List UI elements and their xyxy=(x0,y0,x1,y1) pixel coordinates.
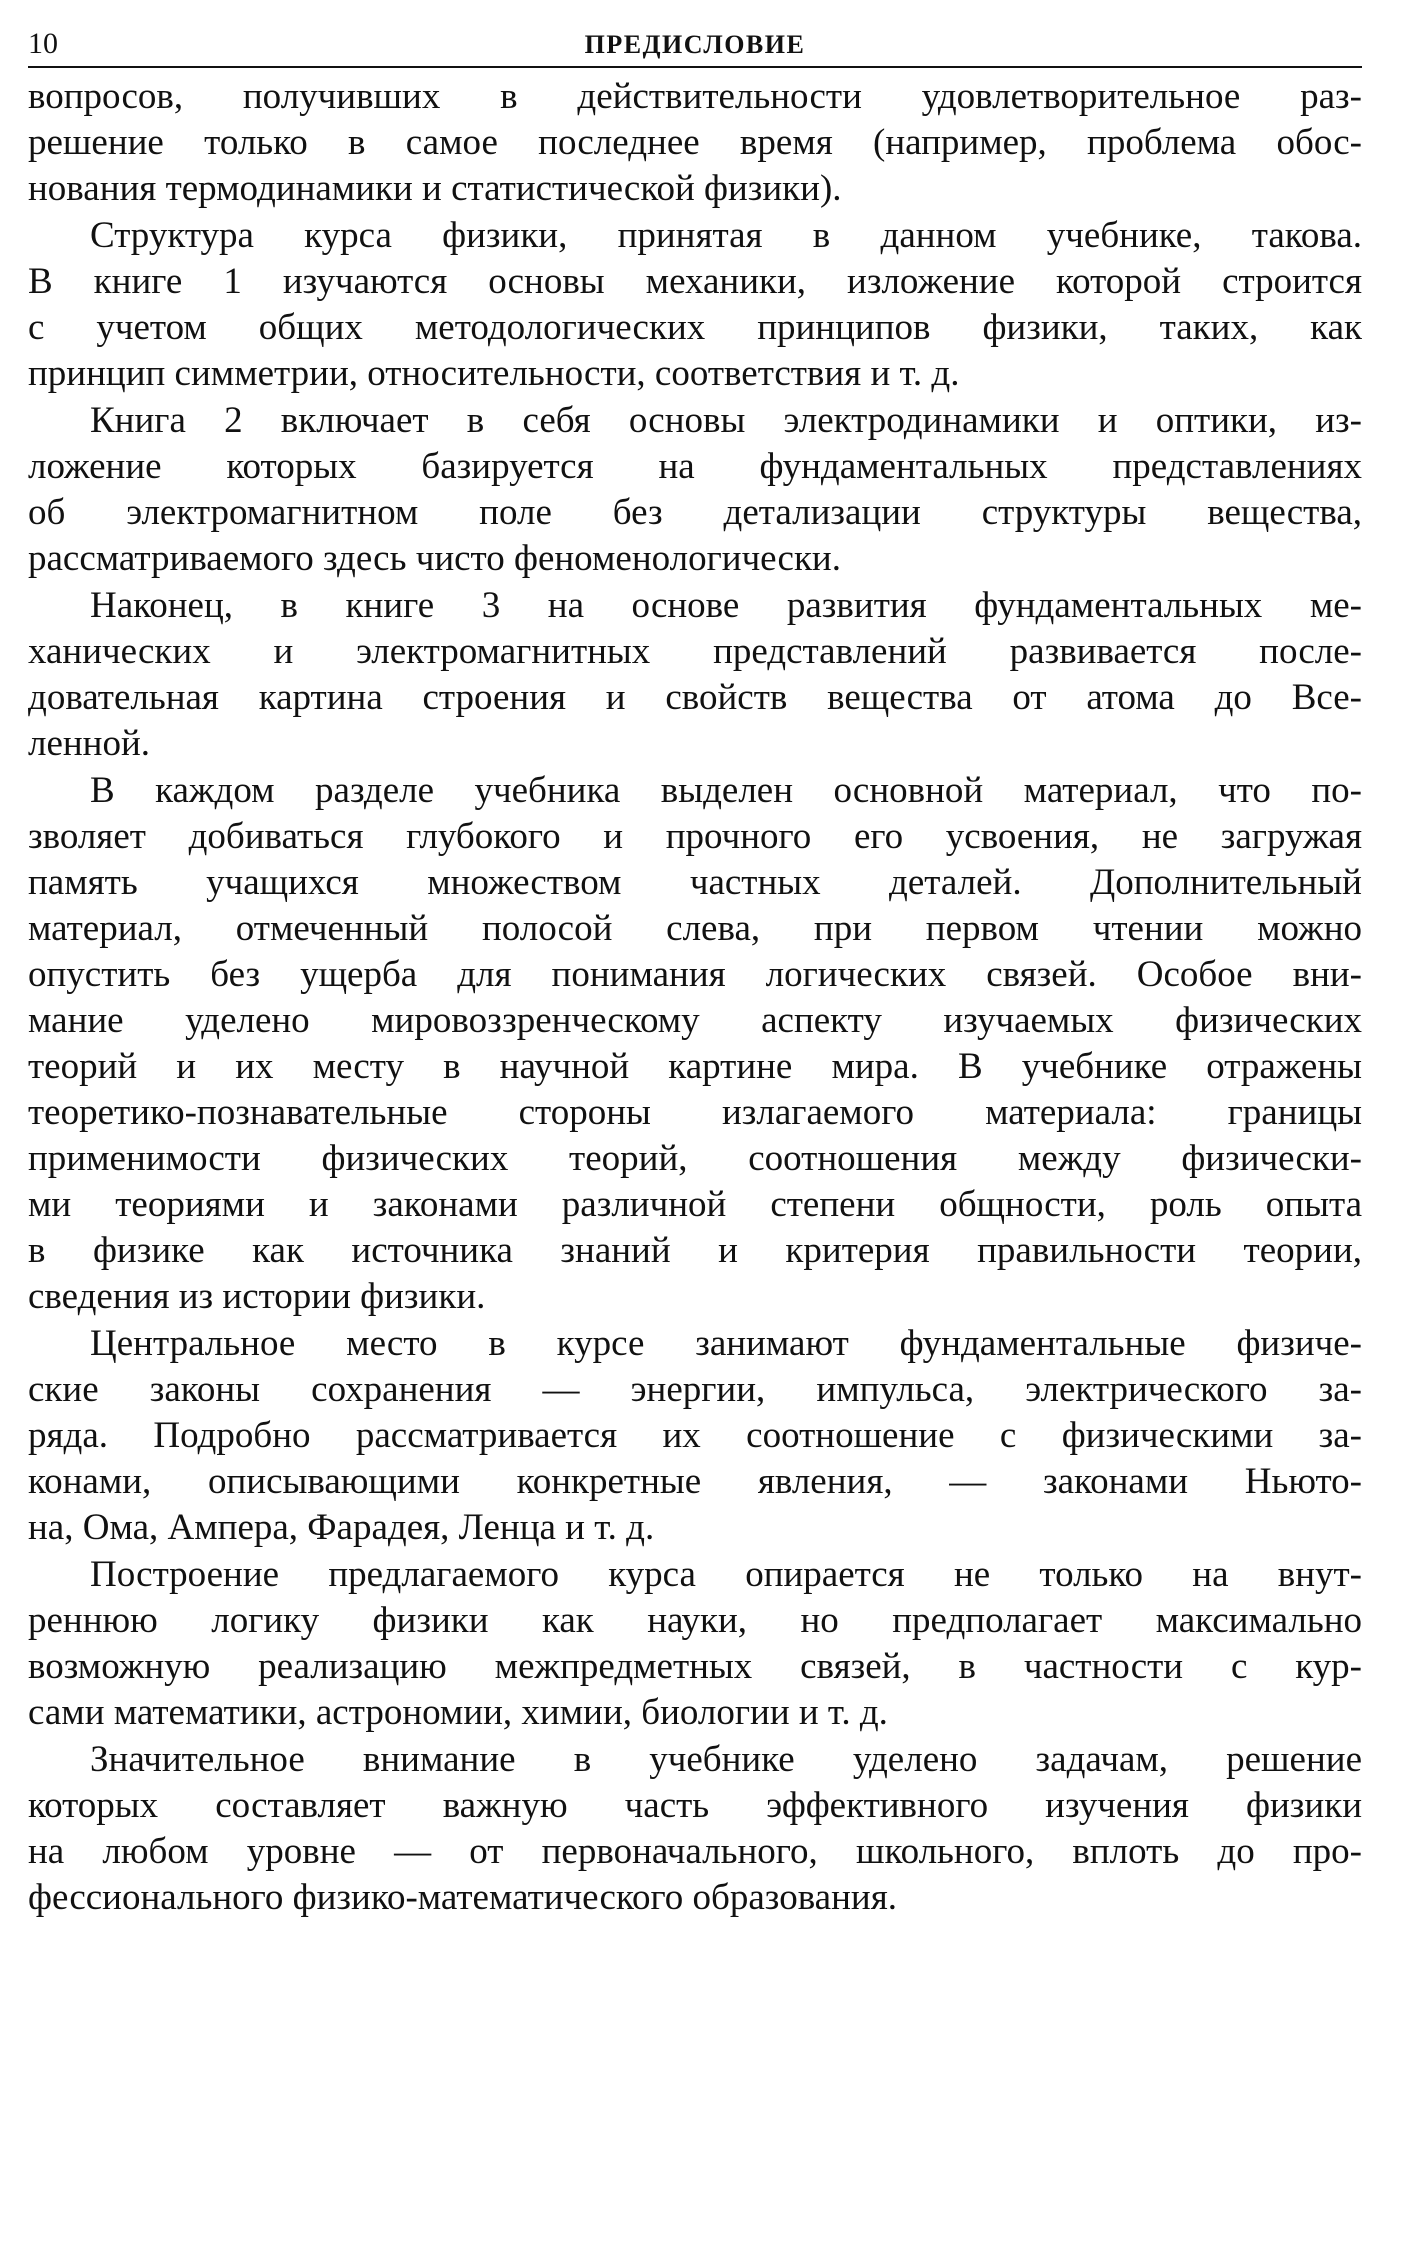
text-line: применимости физических теорий, соотношения между физически- xyxy=(28,1138,1362,1179)
running-head xyxy=(28,22,1362,68)
paragraph xyxy=(28,1552,1362,1736)
text-line: ряда. Подробно рассматривается их соотношение с физическими за- xyxy=(28,1415,1362,1456)
text-line: В книге 1 изучаются основы механики, изложение которой строится xyxy=(28,261,1362,302)
text-line: теоретико-познавательные стороны излагаемого материала: границы xyxy=(28,1092,1362,1133)
text-line: Структура курса физики, принятая в данном учебнике, такова. xyxy=(90,215,1362,256)
text-line: с учетом общих методологических принципов физики, таких, как xyxy=(28,307,1362,348)
text-line: Книга 2 включает в себя основы электродинамики и оптики, из- xyxy=(90,400,1362,441)
text-line: сведения из истории физики. xyxy=(28,1276,486,1317)
text-line: рассматриваемого здесь чисто феноменологически. xyxy=(28,538,841,579)
text-line: теорий и их месту в научной картине мира. В учебнике отражены xyxy=(28,1046,1362,1087)
text-line: фессионального физико-математического образования. xyxy=(28,1877,897,1918)
text-line: материал, отмеченный полосой слева, при первом чтении можно xyxy=(28,908,1362,949)
text-line: В каждом разделе учебника выделен основной материал, что по- xyxy=(90,770,1362,811)
text-line: в физике как источника знаний и критерия правильности теории, xyxy=(28,1230,1362,1271)
text-line: реннюю логику физики как науки, но предполагает максимально xyxy=(28,1600,1362,1641)
text-line: Центральное место в курсе занимают фундаментальные физиче- xyxy=(90,1323,1362,1364)
body-text xyxy=(28,74,1362,1921)
text-line: на любом уровне — от первоначального, школьного, вплоть до про- xyxy=(28,1831,1362,1872)
book-page xyxy=(28,22,1362,1922)
text-line: ленной. xyxy=(28,723,151,764)
paragraph xyxy=(28,583,1362,767)
text-line: мание уделено мировоззренческому аспекту изучаемых физических xyxy=(28,1000,1362,1041)
running-title: ПРЕДИСЛОВИЕ xyxy=(584,30,806,59)
text-line: сами математики, астрономии, химии, биологии и т. д. xyxy=(28,1692,888,1733)
text-line: ми теориями и законами различной степени общности, роль опыта xyxy=(28,1184,1362,1225)
text-line: зволяет добиваться глубокого и прочного его усвоения, не загружая xyxy=(28,816,1362,857)
text-line: ложение которых базируется на фундаментальных представлениях xyxy=(28,446,1362,487)
text-line: которых составляет важную часть эффективного изучения физики xyxy=(28,1785,1362,1826)
text-line: возможную реализацию межпредметных связей, в частности с кур- xyxy=(28,1646,1362,1687)
paragraph xyxy=(28,398,1362,582)
text-line: конами, описывающими конкретные явления, — законами Ньюто- xyxy=(28,1461,1362,1502)
text-line: ханических и электромагнитных представлений развивается после- xyxy=(28,631,1362,672)
text-line: вопросов, получивших в действительности удовлетворительное раз- xyxy=(28,76,1362,117)
text-line: Значительное внимание в учебнике уделено задачам, решение xyxy=(90,1739,1362,1780)
page-number: 10 xyxy=(28,27,58,60)
text-line: Построение предлагаемого курса опирается не только на внут- xyxy=(90,1554,1362,1595)
text-line: принцип симметрии, относительности, соответствия и т. д. xyxy=(28,353,960,394)
text-line: на, Ома, Ампера, Фарадея, Ленца и т. д. xyxy=(28,1507,655,1548)
text-line: нования термодинамики и статистической физики). xyxy=(28,168,842,209)
text-line: Наконец, в книге 3 на основе развития фундаментальных ме- xyxy=(90,585,1362,626)
paragraph xyxy=(28,1321,1362,1551)
text-line: память учащихся множеством частных деталей. Дополнительный xyxy=(28,862,1362,903)
paragraph xyxy=(28,1737,1362,1921)
text-line: довательная картина строения и свойств вещества от атома до Все- xyxy=(28,677,1362,718)
text-line: решение только в самое последнее время (например, проблема обос- xyxy=(28,122,1362,163)
text-line: опустить без ущерба для понимания логических связей. Особое вни- xyxy=(28,954,1362,995)
paragraph xyxy=(28,213,1362,397)
text-line: об электромагнитном поле без детализации структуры вещества, xyxy=(28,492,1362,533)
paragraph xyxy=(28,74,1362,212)
paragraph xyxy=(28,768,1362,1320)
text-line: ские законы сохранения — энергии, импульса, электрического за- xyxy=(28,1369,1362,1410)
